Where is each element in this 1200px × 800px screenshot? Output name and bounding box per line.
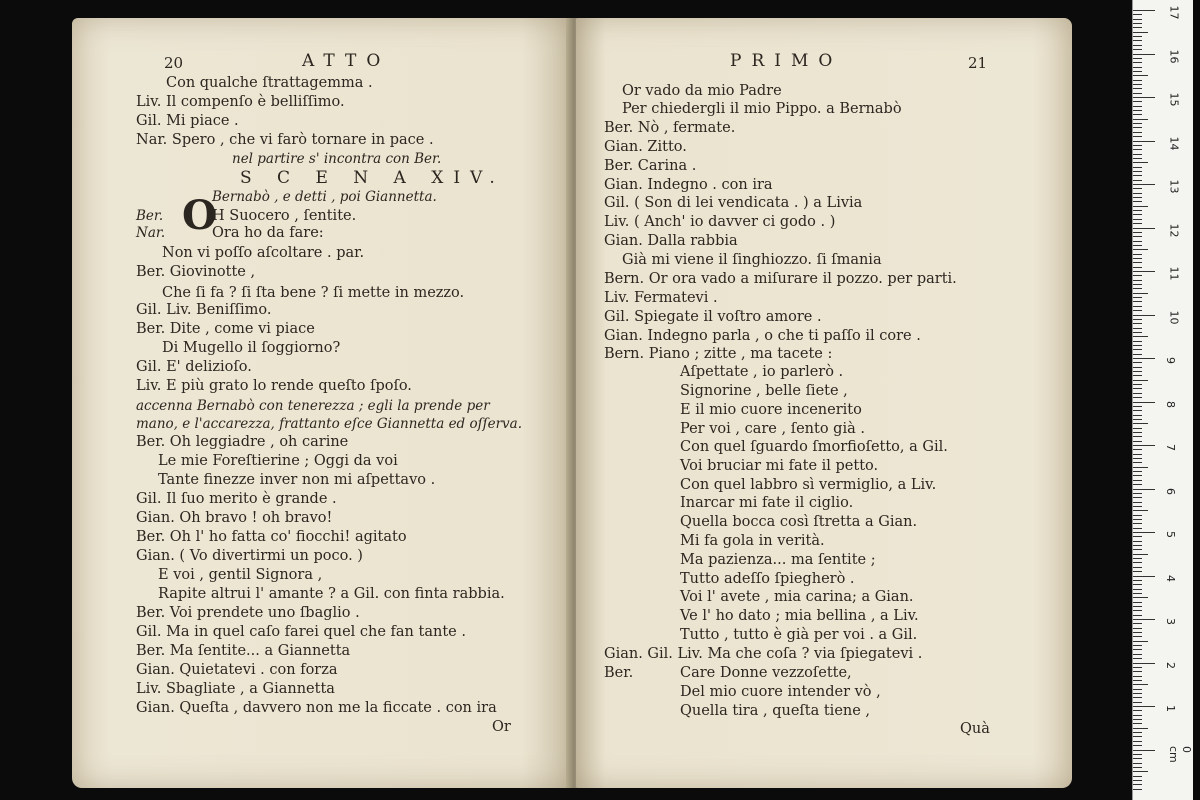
ruler-number: 5 bbox=[1164, 531, 1177, 538]
ruler-tick bbox=[1133, 201, 1142, 202]
right-text-line: E il mio cuore incenerito bbox=[680, 402, 862, 418]
ruler-number: 17 bbox=[1167, 5, 1181, 20]
ruler-tick bbox=[1133, 293, 1148, 294]
ruler-tick bbox=[1133, 197, 1142, 198]
ruler-tick bbox=[1133, 323, 1142, 324]
right-text-line: Ma pazienza... ma ſentite ; bbox=[680, 552, 876, 568]
ruler-tick bbox=[1133, 267, 1142, 268]
ruler-tick bbox=[1133, 745, 1142, 746]
ruler-tick bbox=[1133, 771, 1148, 772]
ruler-tick bbox=[1133, 519, 1142, 520]
right-text-line: Quella bocca così ſtretta a Gian. bbox=[680, 514, 918, 530]
ruler-tick bbox=[1133, 576, 1155, 577]
ruler-tick bbox=[1133, 532, 1155, 533]
left-text-line: Gil. Liv. Beniſſimo. bbox=[136, 302, 272, 318]
right-text-line: Quà bbox=[960, 721, 990, 737]
right-running-head: PRIMO bbox=[730, 51, 843, 71]
left-text-line: mano, e l'accarezza, frattanto eſce Giannetta ed oſſerva. bbox=[136, 416, 523, 432]
left-page bbox=[72, 18, 572, 788]
ruler-tick bbox=[1133, 19, 1142, 20]
ruler-tick bbox=[1133, 602, 1142, 603]
right-text-line: Gil. Spiegate il voſtro amore . bbox=[604, 309, 822, 325]
ruler-tick bbox=[1133, 249, 1148, 250]
left-text-line: Ber. Oh l' ho fatta co' fiocchi! agitato bbox=[136, 529, 407, 545]
ruler-tick bbox=[1133, 49, 1142, 50]
ruler-tick bbox=[1133, 715, 1142, 716]
ruler-tick bbox=[1133, 415, 1142, 416]
ruler-tick bbox=[1133, 467, 1148, 468]
ruler-tick bbox=[1133, 388, 1142, 389]
ruler-number: 12 bbox=[1167, 223, 1181, 237]
ruler-tick bbox=[1133, 306, 1142, 307]
left-text-line: Gil. E' delizioſo. bbox=[136, 359, 252, 375]
left-text-line: H Suocero , ſentite. bbox=[212, 208, 357, 224]
ruler-number: 1 bbox=[1164, 705, 1177, 712]
ruler-tick bbox=[1133, 301, 1142, 302]
right-text-line: Per voi , care , ſento già . bbox=[680, 421, 865, 437]
ruler-tick bbox=[1133, 689, 1142, 690]
ruler-tick bbox=[1133, 536, 1142, 537]
left-text-line: Gil. Il ſuo merito è grande . bbox=[136, 491, 337, 507]
ruler-tick bbox=[1133, 645, 1142, 646]
right-text-line: Aſpettate , io parlerò . bbox=[680, 364, 844, 380]
right-text-line: Gian. Gil. Liv. Ma che coſa ? via ſpiegatevi . bbox=[604, 646, 923, 662]
ruler-tick bbox=[1133, 180, 1142, 181]
right-text-line: Con quel ſguardo ſmorfioſetto, a Gil. bbox=[680, 439, 948, 455]
left-text-line: Liv. Il compenſo è belliſſimo. bbox=[136, 94, 345, 110]
ruler-tick bbox=[1133, 271, 1155, 272]
right-text-line: Gian. Dalla rabbia bbox=[604, 233, 738, 249]
left-text-line: Gian. Oh bravo ! oh bravo! bbox=[136, 510, 333, 526]
right-text-line: Signorine , belle ſiete , bbox=[680, 383, 848, 399]
left-text-line: Ora ho da fare: bbox=[212, 225, 324, 241]
ruler-tick bbox=[1133, 288, 1142, 289]
left-text-line: S C E N A XIV. bbox=[240, 168, 505, 188]
ruler-tick bbox=[1133, 62, 1142, 63]
ruler-tick bbox=[1133, 428, 1142, 429]
ruler-tick bbox=[1133, 214, 1142, 215]
ruler-tick bbox=[1133, 345, 1142, 346]
ruler-tick bbox=[1133, 97, 1155, 98]
ruler-tick bbox=[1133, 593, 1142, 594]
ruler-tick bbox=[1133, 510, 1148, 511]
ruler-tick bbox=[1133, 136, 1142, 137]
ruler-tick bbox=[1133, 619, 1155, 620]
ruler-tick bbox=[1133, 223, 1142, 224]
ruler-tick bbox=[1133, 567, 1142, 568]
ruler-tick bbox=[1133, 297, 1142, 298]
ruler-tick bbox=[1133, 336, 1148, 337]
left-text-line: Nar. Spero , che vi farò tornare in pace . bbox=[136, 132, 434, 148]
right-text-line: Voi l' avete , mia carina; a Gian. bbox=[680, 589, 914, 605]
left-page-number: 20 bbox=[164, 54, 184, 72]
ruler-tick bbox=[1133, 188, 1142, 189]
left-text-line: Di Mugello il ſoggiorno? bbox=[162, 340, 341, 356]
ruler-tick bbox=[1133, 284, 1142, 285]
ruler-tick bbox=[1133, 362, 1142, 363]
right-text-line: Inarcar mi fate il ciglio. bbox=[680, 495, 854, 511]
ruler-tick bbox=[1133, 663, 1155, 664]
ruler-tick bbox=[1133, 315, 1155, 316]
ruler-tick bbox=[1133, 71, 1142, 72]
ruler-tick bbox=[1133, 528, 1142, 529]
ruler-tick bbox=[1133, 728, 1148, 729]
ruler-tick bbox=[1133, 432, 1142, 433]
ruler-tick bbox=[1133, 319, 1142, 320]
ruler-tick bbox=[1133, 484, 1142, 485]
ruler-tick bbox=[1133, 623, 1142, 624]
ruler-tick bbox=[1133, 693, 1142, 694]
left-text-line: Le mie Foreſtierine ; Oggi da voi bbox=[158, 453, 398, 469]
left-text-line: Tante finezze inver non mi aſpettavo . bbox=[158, 472, 436, 488]
ruler-tick bbox=[1133, 554, 1148, 555]
right-text-line: Bern. Or ora vado a miſurare il pozzo. per parti. bbox=[604, 271, 957, 287]
ruler-tick bbox=[1133, 489, 1155, 490]
ruler-tick bbox=[1133, 154, 1142, 155]
ruler-tick bbox=[1133, 371, 1142, 372]
ruler-number: 0 cm bbox=[1167, 745, 1193, 763]
ruler-tick bbox=[1133, 358, 1155, 359]
ruler-tick bbox=[1133, 436, 1142, 437]
ruler-tick bbox=[1133, 384, 1142, 385]
left-text-line: Ber. Giovinotte , bbox=[136, 264, 256, 280]
ruler-tick bbox=[1133, 354, 1142, 355]
ruler-tick bbox=[1133, 206, 1148, 207]
ruler-tick bbox=[1133, 106, 1142, 107]
left-running-head: ATTO bbox=[302, 51, 391, 71]
left-text-line: Gil. Ma in quel caſo farei quel che fan tante . bbox=[136, 624, 466, 640]
ruler-tick bbox=[1133, 589, 1142, 590]
ruler-tick bbox=[1133, 258, 1142, 259]
ruler-tick bbox=[1133, 310, 1142, 311]
right-text-line: Ve l' ho dato ; mia bellina , a Liv. bbox=[680, 608, 919, 624]
ruler-tick bbox=[1133, 84, 1142, 85]
right-text-line: Gian. Indegno parla , o che ti paſſo il core . bbox=[604, 328, 921, 344]
ruler-tick bbox=[1133, 58, 1142, 59]
ruler-tick bbox=[1133, 676, 1142, 677]
ruler-tick bbox=[1133, 167, 1142, 168]
ruler-tick bbox=[1133, 471, 1142, 472]
ruler-number: 14 bbox=[1167, 136, 1181, 150]
ruler-number: 10 bbox=[1167, 310, 1181, 324]
left-text-line: Ber. bbox=[136, 208, 164, 224]
right-page-number: 21 bbox=[968, 54, 988, 72]
ruler-tick bbox=[1133, 506, 1142, 507]
left-text-line: Gian. Quietatevi . con forza bbox=[136, 662, 338, 678]
ruler-tick bbox=[1133, 606, 1142, 607]
ruler-tick bbox=[1133, 380, 1148, 381]
ruler-tick bbox=[1133, 45, 1142, 46]
right-text-line: Liv. Fermatevi . bbox=[604, 290, 718, 306]
ruler-tick bbox=[1133, 110, 1142, 111]
right-text-line: Care Donne vezzoſette, bbox=[680, 665, 852, 681]
ruler-number: 7 bbox=[1164, 444, 1177, 451]
ruler-tick bbox=[1133, 615, 1142, 616]
ruler-tick bbox=[1133, 184, 1155, 185]
ruler-tick bbox=[1133, 571, 1142, 572]
ruler-tick bbox=[1133, 75, 1148, 76]
right-text-line: Ber. Carina . bbox=[604, 158, 697, 174]
ruler-tick bbox=[1133, 732, 1142, 733]
ruler-tick bbox=[1133, 193, 1142, 194]
ruler-tick bbox=[1133, 780, 1142, 781]
ruler-tick bbox=[1133, 758, 1142, 759]
ruler-tick bbox=[1133, 114, 1142, 115]
ruler-number: 6 bbox=[1164, 487, 1177, 495]
ruler-tick bbox=[1133, 397, 1142, 398]
right-text-line: Tutto adeſſo ſpiegherò . bbox=[680, 571, 855, 587]
ruler-tick bbox=[1133, 402, 1155, 403]
ruler-tick bbox=[1133, 236, 1142, 237]
right-text-line: Mi fa gola in verità. bbox=[680, 533, 825, 549]
left-text-line: Or bbox=[492, 719, 511, 735]
ruler-tick bbox=[1133, 763, 1142, 764]
ruler-tick bbox=[1133, 667, 1142, 668]
ruler-tick bbox=[1133, 232, 1142, 233]
ruler-tick bbox=[1133, 710, 1142, 711]
ruler-tick bbox=[1133, 706, 1155, 707]
ruler-tick bbox=[1133, 254, 1142, 255]
ruler-tick bbox=[1133, 754, 1142, 755]
ruler-tick bbox=[1133, 23, 1142, 24]
right-text-line: Già mi viene il ſinghiozzo. ſi ſmania bbox=[622, 252, 882, 268]
ruler-tick bbox=[1133, 410, 1142, 411]
open-book bbox=[72, 18, 1072, 788]
ruler-tick bbox=[1133, 349, 1142, 350]
right-text-line: Quella tira , queſta tiene , bbox=[680, 703, 871, 719]
ruler-tick bbox=[1133, 27, 1142, 28]
left-text-line: Ber. Voi prendete uno ſbaglio . bbox=[136, 605, 360, 621]
ruler-tick bbox=[1133, 580, 1142, 581]
left-text-line: Gil. Mi piace . bbox=[136, 113, 239, 129]
ruler-tick bbox=[1133, 162, 1148, 163]
ruler-tick bbox=[1133, 480, 1142, 481]
ruler-tick bbox=[1133, 562, 1142, 563]
ruler-tick bbox=[1133, 684, 1148, 685]
ruler-number: 15 bbox=[1167, 92, 1181, 107]
ruler-tick bbox=[1133, 610, 1142, 611]
ruler-tick bbox=[1133, 641, 1148, 642]
ruler-tick bbox=[1133, 636, 1142, 637]
left-text-line: Liv. E più grato lo rende queſto ſpoſo. bbox=[136, 378, 412, 394]
ruler-tick bbox=[1133, 497, 1142, 498]
ruler-tick bbox=[1133, 332, 1142, 333]
ruler-tick bbox=[1133, 14, 1142, 15]
ruler-tick bbox=[1133, 88, 1142, 89]
ruler-tick bbox=[1133, 680, 1142, 681]
left-text-line: Non vi poſſo aſcoltare . par. bbox=[162, 245, 365, 261]
ruler-tick bbox=[1133, 241, 1142, 242]
ruler-tick bbox=[1133, 158, 1142, 159]
ruler-tick bbox=[1133, 515, 1142, 516]
ruler-tick bbox=[1133, 367, 1142, 368]
ruler-tick bbox=[1133, 697, 1142, 698]
ruler-tick bbox=[1133, 393, 1142, 394]
left-text-line: Rapite altrui l' amante ? a Gil. con finta rabbia. bbox=[158, 586, 505, 602]
ruler-tick bbox=[1133, 776, 1142, 777]
ruler-tick bbox=[1133, 32, 1148, 33]
ruler-tick bbox=[1133, 210, 1142, 211]
ruler-number: 13 bbox=[1167, 179, 1181, 194]
ruler-tick bbox=[1133, 245, 1142, 246]
ruler-tick bbox=[1133, 67, 1142, 68]
left-text-line: nel partire s' incontra con Ber. bbox=[232, 151, 442, 167]
left-text-line: Gian. ( Vo divertirmi un poco. ) bbox=[136, 548, 363, 564]
drop-cap: O bbox=[182, 192, 217, 239]
right-text-line: Tutto , tutto è già per voi . a Gil. bbox=[680, 627, 918, 643]
ruler-tick bbox=[1133, 462, 1142, 463]
ruler-tick bbox=[1133, 419, 1142, 420]
ruler-tick bbox=[1133, 119, 1148, 120]
right-text-line: Ber. Nò , fermate. bbox=[604, 120, 736, 136]
ruler-number: 9 bbox=[1164, 357, 1177, 364]
ruler-number: 8 bbox=[1164, 400, 1177, 408]
ruler-tick bbox=[1133, 767, 1142, 768]
ruler-tick bbox=[1133, 219, 1142, 220]
right-text-line: Gian. Indegno . con ira bbox=[604, 177, 773, 193]
ruler-tick bbox=[1133, 523, 1142, 524]
ruler-tick bbox=[1133, 545, 1142, 546]
ruler-tick bbox=[1133, 454, 1142, 455]
ruler-tick bbox=[1133, 671, 1142, 672]
ruler-tick bbox=[1133, 723, 1142, 724]
ruler-tick bbox=[1133, 719, 1142, 720]
ruler-tick bbox=[1133, 784, 1142, 785]
left-text-line: Gian. Queſta , davvero non me la ficcate . con ira bbox=[136, 700, 497, 716]
ruler-number: 4 bbox=[1164, 574, 1177, 582]
ruler-tick bbox=[1133, 502, 1142, 503]
ruler-tick bbox=[1133, 649, 1142, 650]
right-text-line: Voi bruciar mi fate il petto. bbox=[680, 458, 879, 474]
ruler-tick bbox=[1133, 549, 1142, 550]
ruler-tick bbox=[1133, 328, 1142, 329]
left-text-line: Con qualche ſtrattagemma . bbox=[166, 75, 373, 91]
right-text-line: Liv. ( Anch' io davver ci godo . ) bbox=[604, 214, 836, 230]
ruler-tick bbox=[1133, 558, 1142, 559]
ruler-tick bbox=[1133, 541, 1142, 542]
right-text-line: Del mio cuore intender vò , bbox=[680, 684, 881, 700]
ruler-tick bbox=[1133, 127, 1142, 128]
ruler-tick bbox=[1133, 702, 1142, 703]
right-text-line: Con quel labbro sì vermiglio, a Liv. bbox=[680, 477, 937, 493]
right-text-line: Ber. bbox=[604, 665, 634, 681]
left-text-line: Liv. Sbagliate , a Giannetta bbox=[136, 681, 335, 697]
right-text-line: Gian. Zitto. bbox=[604, 139, 687, 155]
ruler-tick bbox=[1133, 175, 1142, 176]
ruler-tick bbox=[1133, 171, 1142, 172]
ruler-tick bbox=[1133, 654, 1142, 655]
left-text-line: Ber. Dite , come vi piace bbox=[136, 321, 315, 337]
ruler-tick bbox=[1133, 789, 1142, 790]
ruler-tick bbox=[1133, 145, 1142, 146]
ruler-tick bbox=[1133, 584, 1142, 585]
left-text-line: Ber. Ma ſentite... a Giannetta bbox=[136, 643, 351, 659]
ruler-tick bbox=[1133, 658, 1142, 659]
ruler-tick bbox=[1133, 36, 1142, 37]
ruler-tick bbox=[1133, 741, 1142, 742]
ruler-tick bbox=[1133, 445, 1155, 446]
ruler-tick bbox=[1133, 80, 1142, 81]
ruler-tick bbox=[1133, 458, 1142, 459]
ruler-tick bbox=[1133, 736, 1142, 737]
right-text-line: Bern. Piano ; zitte , ma tacete : bbox=[604, 346, 833, 362]
ruler-tick bbox=[1133, 93, 1142, 94]
ruler-tick bbox=[1133, 406, 1142, 407]
right-text-line: Or vado da mio Padre bbox=[622, 83, 782, 99]
left-text-line: Nar. bbox=[136, 225, 166, 241]
right-text-line: Gil. ( Son di lei vendicata . ) a Livia bbox=[604, 195, 863, 211]
left-text-line: Che ſi fa ? ſi ſta bene ? ſi mette in mezzo. bbox=[162, 285, 465, 301]
left-text-line: accenna Bernabò con tenerezza ; egli la prende per bbox=[136, 398, 490, 414]
ruler-tick bbox=[1133, 149, 1142, 150]
ruler-tick bbox=[1133, 750, 1155, 751]
ruler-tick bbox=[1133, 423, 1148, 424]
ruler-tick bbox=[1133, 228, 1155, 229]
ruler-tick bbox=[1133, 275, 1142, 276]
ruler-tick bbox=[1133, 628, 1142, 629]
ruler-tick bbox=[1133, 475, 1142, 476]
ruler-tick bbox=[1133, 54, 1155, 55]
ruler-tick bbox=[1133, 449, 1142, 450]
ruler-number: 2 bbox=[1164, 661, 1177, 669]
left-text-line: E voi , gentil Signora , bbox=[158, 567, 323, 583]
measuring-ruler bbox=[1132, 0, 1193, 800]
left-text-line: Ber. Oh leggiadre , oh carine bbox=[136, 434, 349, 450]
ruler-tick bbox=[1133, 375, 1142, 376]
left-text-line: Bernabò , e detti , poi Giannetta. bbox=[212, 189, 437, 205]
ruler-tick bbox=[1133, 441, 1142, 442]
ruler-tick bbox=[1133, 141, 1155, 142]
ruler-tick bbox=[1133, 40, 1142, 41]
ruler-tick bbox=[1133, 132, 1142, 133]
ruler-number: 3 bbox=[1164, 618, 1177, 625]
right-text-line: Per chiedergli il mio Pippo. a Bernabò bbox=[622, 101, 902, 117]
ruler-tick bbox=[1133, 493, 1142, 494]
ruler-tick bbox=[1133, 597, 1148, 598]
ruler-tick bbox=[1133, 262, 1142, 263]
ruler-tick bbox=[1133, 123, 1142, 124]
ruler-tick bbox=[1133, 101, 1142, 102]
ruler-tick bbox=[1133, 341, 1142, 342]
right-page bbox=[576, 18, 1072, 788]
ruler-tick bbox=[1133, 280, 1142, 281]
ruler-number: 16 bbox=[1167, 49, 1181, 63]
ruler-tick bbox=[1133, 10, 1155, 11]
ruler-tick bbox=[1133, 632, 1142, 633]
ruler-number: 11 bbox=[1167, 266, 1181, 281]
